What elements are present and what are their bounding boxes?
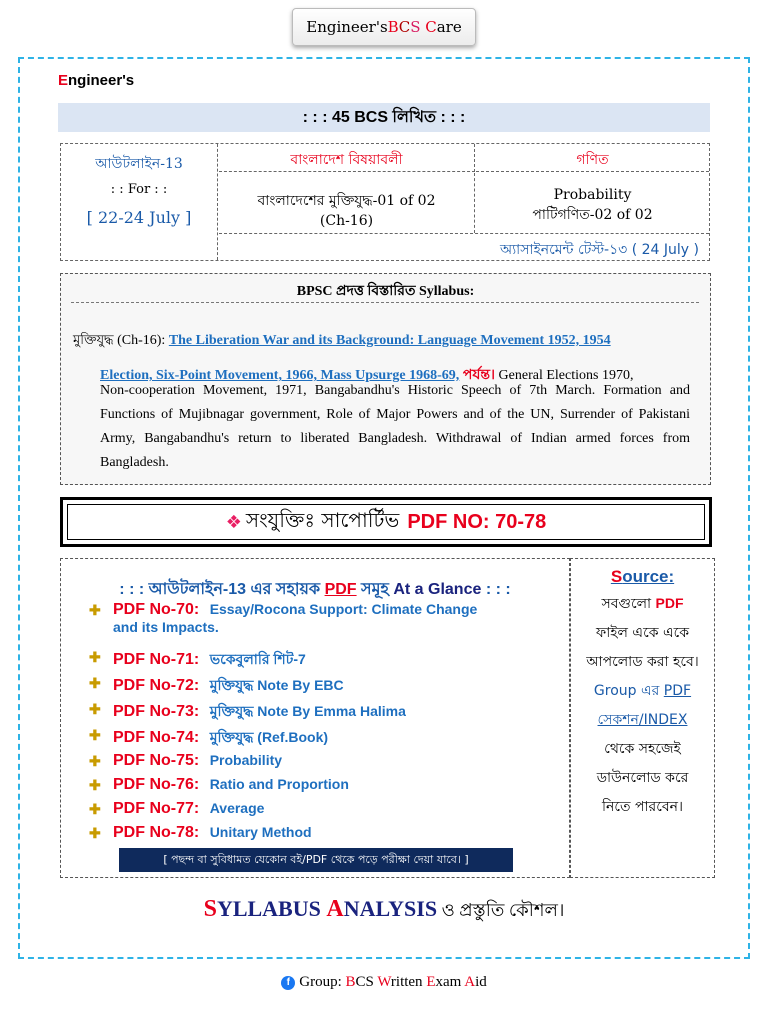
glance-end: : : : (481, 581, 511, 598)
syllabus-title: BPSC প্রদত্ত বিস্তারিত Syllabus: (296, 284, 475, 299)
glance-pdf-word: PDF (324, 581, 357, 598)
pdf-item[interactable] (91, 752, 561, 776)
source-line3: আপলোড করা হবে। (586, 654, 699, 670)
header-s: S (410, 18, 421, 36)
subject1-line1: বাংলাদেশের মুক্তিযুদ্ধ-01 of 02 (257, 193, 436, 209)
pin-icon: ✚ (89, 753, 101, 769)
pdf-number: PDF No-72: (113, 677, 200, 694)
glance-title (61, 576, 569, 603)
pdf-desc: Probability (209, 752, 283, 768)
pin-icon: ✚ (89, 825, 101, 841)
analysis-nalysis: NALYSIS (343, 896, 438, 921)
syllabus-topic: মুক্তিযুদ্ধ (73, 332, 114, 347)
pdf-number: PDF No-70: (113, 601, 200, 618)
source-line2: ফাইল একে একে (595, 625, 690, 641)
pdf-desc: Unitary Method (209, 824, 312, 840)
subject2-title: গণিত (476, 144, 709, 172)
glance-middle: সমূহ (356, 581, 394, 598)
pdf-item[interactable] (91, 700, 561, 726)
header-care-rest: are (436, 18, 462, 36)
source-title-rest: ource: (622, 567, 675, 586)
analysis-a: A (326, 896, 344, 922)
subject1-title: বাংলাদেশ বিষয়াবলী (219, 144, 475, 172)
outline-name: আউটলাইন-13 (95, 156, 183, 172)
syllabus-rest-first: General Elections 1970, (498, 368, 634, 383)
attachment-banner (60, 497, 712, 547)
glance-prefix: : : : আউটলাইন-13 এর সহায়ক (119, 581, 325, 598)
pin-icon: ✚ (89, 649, 101, 665)
pin-icon: ✚ (89, 727, 101, 743)
pdf-number: PDF No-76: (113, 776, 200, 793)
footer-w: W (377, 974, 391, 990)
pdf-desc: মুক্তিযুদ্ধ Note By Emma Halima (209, 703, 406, 719)
assignment-test: অ্যাসাইনমেন্ট টেস্ট-১৩ ( 24 July ) (219, 233, 709, 260)
outline-info-cell (61, 144, 218, 260)
attachment-label: সংযুক্তিঃ (245, 507, 316, 532)
pdf-number: PDF No-74: (113, 729, 200, 746)
footer-id: id (475, 974, 487, 990)
pdf-item[interactable] (91, 601, 561, 648)
subject2-line1: Probability (553, 187, 632, 203)
footer-cs: CS (355, 974, 378, 990)
pdf-item[interactable] (91, 800, 561, 824)
source-line8: নিতে পারবেন। (602, 799, 683, 815)
subject1-line2: (Ch-16) (319, 213, 374, 229)
outline-for-label: : : For : : (110, 182, 168, 197)
syllabus-divider (71, 302, 699, 303)
source-line6: থেকে সহজেই (604, 741, 681, 757)
header-b: B (387, 18, 399, 36)
pdf-list (91, 601, 561, 848)
pdf-number: PDF No-77: (113, 800, 200, 817)
subject2-body (476, 173, 709, 233)
pdf-number: PDF No-75: (113, 752, 200, 769)
brand-first: E (58, 72, 69, 89)
pdf-desc: ভকেবুলারি শিট-7 (209, 651, 306, 667)
syllabus-chapter: (Ch-16): (117, 333, 166, 348)
exam-title: : : : 45 BCS লিখিত : : : (302, 109, 466, 126)
glance-box (60, 558, 570, 878)
pdf-desc: Essay/Rocona Support: Climate Change (209, 601, 478, 617)
header-c: C (398, 18, 411, 36)
pdf-item[interactable] (91, 648, 561, 674)
pin-icon: ✚ (89, 801, 101, 817)
footer-xam: xam (435, 974, 465, 990)
pdf-desc: মুক্তিযুদ্ধ (Ref.Book) (209, 729, 329, 745)
footer-ritten: ritten (390, 974, 427, 990)
attachment-banner-inner (67, 504, 705, 540)
pdf-item[interactable] (91, 824, 561, 848)
syllabus-link-line2[interactable]: Election, Six-Point Movement, 1966, Mass Upsurge 1968-69, (100, 368, 460, 383)
pdf-item[interactable] (91, 674, 561, 700)
footer-group: Group: (299, 974, 346, 990)
analysis-bn: ও প্রস্তুতি কৌশল। (437, 900, 565, 920)
source-title (571, 567, 714, 587)
syllabus-upto: পর্যন্ত। (462, 368, 496, 383)
brand-label (58, 72, 134, 89)
source-pdf: PDF (655, 595, 684, 611)
pin-icon: ✚ (89, 675, 101, 691)
source-box (570, 558, 715, 878)
subject2-line2: পাটিগণিত-02 of 02 (532, 207, 653, 223)
pdf-desc: Ratio and Proportion (209, 776, 349, 792)
syllabus-analysis-heading (0, 896, 768, 927)
glance-suffix: At a Glance (393, 581, 482, 598)
source-title-s: S (610, 567, 623, 586)
source-line4-mid: এর (640, 683, 660, 699)
note-text: [ পছন্দ বা সুবিধামত যেকোন বই/PDF থেকে পড়ে পরীক্ষা দেয়া যাবে। ] (163, 852, 469, 866)
pdf-desc-cont: and its Impacts. (113, 619, 219, 635)
footer-a: A (464, 974, 476, 990)
pdf-desc: মুক্তিযুদ্ধ Note By EBC (209, 677, 344, 693)
exam-title-bar (58, 103, 710, 132)
pdf-desc: Average (209, 800, 265, 816)
outline-dates: [ 22-24 July ] (86, 208, 192, 227)
syllabus-link-line1[interactable]: The Liberation War and its Background: Language Movement 1952, 1954 (168, 333, 611, 348)
brand-rest: ngineer's (68, 72, 135, 89)
header-banner (292, 8, 476, 46)
source-pdf-link[interactable]: PDF (663, 683, 692, 699)
pin-icon: ✚ (89, 602, 101, 618)
outline-table (60, 143, 710, 261)
pdf-number: PDF No-73: (113, 703, 200, 720)
attachment-type: সাপোর্টিভ (321, 507, 400, 532)
source-text (571, 589, 714, 822)
syllabus-rest: Non-cooperation Movement, 1971, Bangabandhu's Historic Speech of 7th March. Formation and Functions of Mujibnagar government, Role of Major Powers and of the UN, Surrender of Pakistani Army, Bangabandhu's return to liberated Bangladesh. Withdrawal of Indian armed forces from Bangladesh. (100, 383, 690, 470)
source-line1: সবগুলো (601, 596, 652, 612)
source-group: Group (593, 683, 637, 699)
source-section-link[interactable]: সেকশন/INDEX (597, 712, 688, 728)
pdf-number: PDF No-71: (113, 651, 200, 668)
pin-icon: ✚ (89, 777, 101, 793)
header-care-c: C (425, 18, 437, 36)
analysis-yllabus: YLLABUS (216, 896, 327, 921)
subject1-body (219, 173, 475, 233)
pdf-number: PDF No-78: (113, 824, 200, 841)
note-bar (119, 848, 513, 872)
syllabus-box (60, 273, 711, 485)
pin-icon: ✚ (89, 701, 101, 717)
diamond-icon: ❖ (225, 511, 242, 533)
attachment-range: PDF NO: 70-78 (407, 510, 547, 533)
pdf-item[interactable] (91, 726, 561, 752)
source-line7: ডাউনলোড করে (596, 770, 689, 786)
footer (0, 974, 768, 991)
analysis-s: S (203, 896, 217, 922)
footer-e: E (426, 974, 436, 990)
header-prefix: Engineer's (306, 18, 388, 36)
pdf-item[interactable] (91, 776, 561, 800)
footer-b: B (345, 974, 356, 990)
facebook-icon[interactable]: f (281, 976, 295, 990)
